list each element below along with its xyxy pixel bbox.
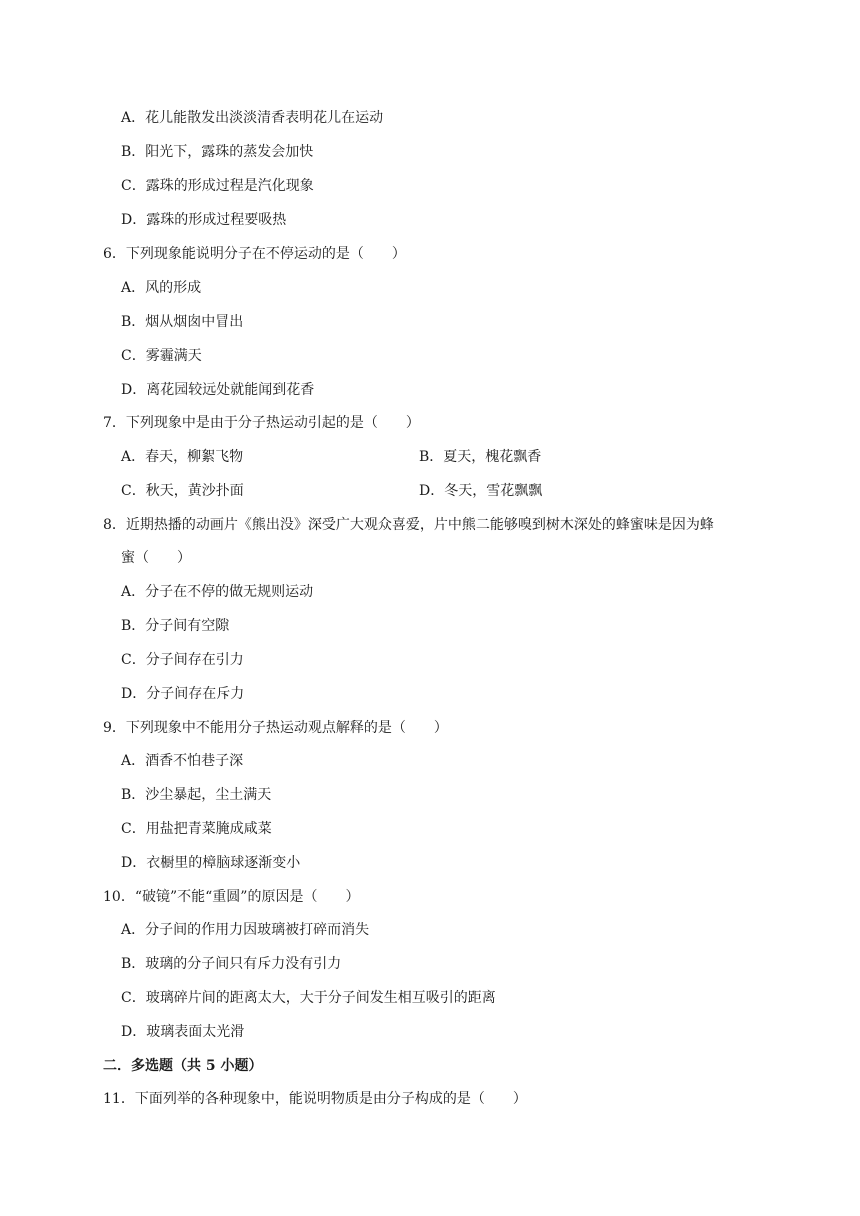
q9-option-a: A．酒香不怕巷子深 bbox=[121, 753, 244, 769]
question-9: 9．下列现象中不能用分子热运动观点解释的是（ ） bbox=[103, 720, 448, 736]
q6-option-b: B．烟从烟囱中冒出 bbox=[121, 314, 244, 330]
q5-option-a: A．花儿能散发出淡淡清香表明花儿在运动 bbox=[121, 110, 384, 126]
q7-option-c: C．秋天，黄沙扑面 bbox=[121, 483, 244, 499]
q6-option-a: A．风的形成 bbox=[121, 280, 202, 296]
q6-option-d: D．离花园较远处就能闻到花香 bbox=[121, 382, 315, 398]
q9-option-c: C．用盐把青菜腌成咸菜 bbox=[121, 821, 272, 837]
question-8: 8．近期热播的动画片《熊出没》深受广大观众喜爱，片中熊二能够嗅到树木深处的蜂蜜味是因为蜂 bbox=[103, 517, 714, 533]
question-6: 6．下列现象能说明分子在不停运动的是（ ） bbox=[103, 246, 406, 262]
question-10: 10．“破镜”不能“重圆”的原因是（ ） bbox=[103, 889, 360, 905]
q7-option-d: D．冬天，雪花飘飘 bbox=[419, 483, 543, 499]
q8-option-d: D．分子间存在斥力 bbox=[121, 686, 245, 702]
q9-option-d: D．衣橱里的樟脑球逐渐变小 bbox=[121, 855, 301, 871]
q10-option-b: B．玻璃的分子间只有斥力没有引力 bbox=[121, 956, 342, 972]
q9-option-b: B．沙尘暴起，尘土满天 bbox=[121, 787, 272, 803]
q8-option-c: C．分子间存在引力 bbox=[121, 652, 244, 668]
q10-option-c: C．玻璃碎片间的距离太大，大于分子间发生相互吸引的距离 bbox=[121, 990, 496, 1006]
q10-option-a: A．分子间的作用力因玻璃被打碎而消失 bbox=[121, 922, 370, 938]
q8-option-b: B．分子间有空隙 bbox=[121, 618, 230, 634]
q8-option-a: A．分子在不停的做无规则运动 bbox=[121, 584, 314, 600]
q10-option-d: D．玻璃表面太光滑 bbox=[121, 1024, 245, 1040]
q6-option-c: C．雾霾满天 bbox=[121, 348, 202, 364]
question-7: 7．下列现象中是由于分子热运动引起的是（ ） bbox=[103, 415, 420, 431]
q7-option-b: B．夏天，槐花飘香 bbox=[419, 449, 542, 465]
q5-option-c: C．露珠的形成过程是汽化现象 bbox=[121, 178, 314, 194]
section-heading-multiple-choice: 二．多选题（共 5 小题） bbox=[103, 1058, 263, 1074]
q5-option-b: B．阳光下，露珠的蒸发会加快 bbox=[121, 144, 314, 160]
question-11: 11．下面列举的各种现象中，能说明物质是由分子构成的是（ ） bbox=[103, 1091, 527, 1107]
q7-option-a: A．春天，柳絮飞物 bbox=[121, 449, 244, 465]
question-8-continued: 蜜（ ） bbox=[121, 550, 191, 566]
q5-option-d: D．露珠的形成过程要吸热 bbox=[121, 212, 287, 228]
